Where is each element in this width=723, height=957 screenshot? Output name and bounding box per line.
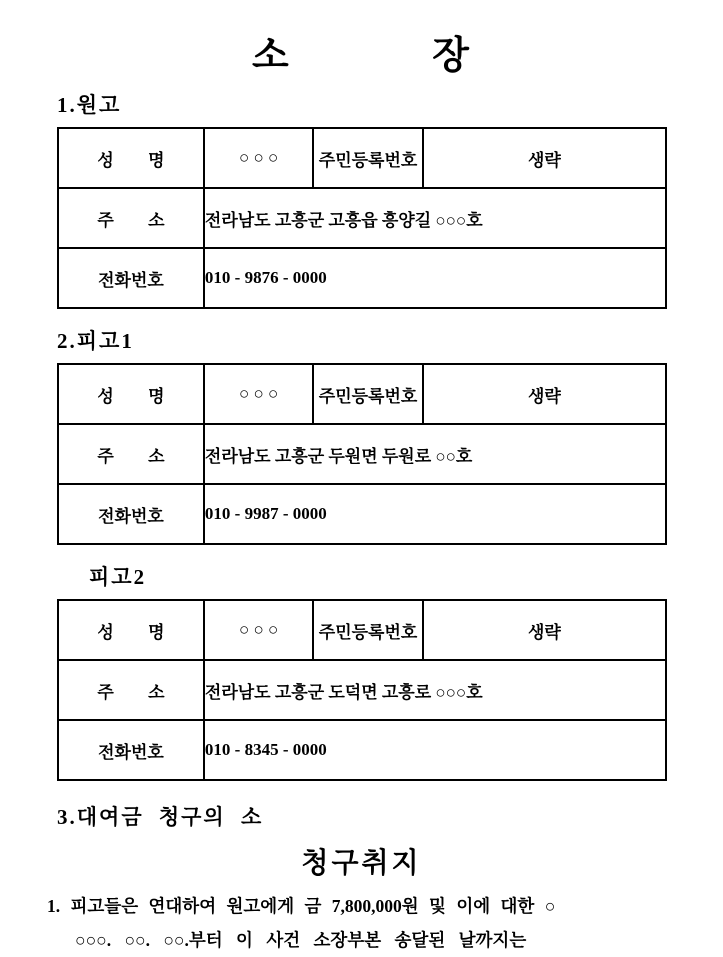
claim-body bbox=[47, 889, 668, 957]
address-value-cell: 전라남도 고흥군 도덕면 고흥로 ○○○호 bbox=[204, 660, 666, 720]
table-row bbox=[58, 424, 666, 484]
phone-label-cell: 전화번호 bbox=[58, 484, 204, 544]
address-value-cell: 전라남도 고흥군 두원면 두원로 ○○호 bbox=[204, 424, 666, 484]
resident-id-label-cell: 주민등록번호 bbox=[313, 600, 422, 660]
name-value-cell: ○ ○ ○ bbox=[204, 600, 313, 660]
address-label-cell: 주 소 bbox=[58, 660, 204, 720]
table-row bbox=[58, 660, 666, 720]
name-label-cell: 성 명 bbox=[58, 364, 204, 424]
name-value-cell: ○ ○ ○ bbox=[204, 364, 313, 424]
phone-value-cell: 010 - 8345 - 0000 bbox=[204, 720, 666, 780]
claim-body-line1: 1. 피고들은 연대하여 원고에게 금 7,800,000원 및 이에 대한 ○ bbox=[47, 896, 556, 916]
table-row bbox=[58, 188, 666, 248]
phone-label-cell: 전화번호 bbox=[58, 248, 204, 308]
claim-title: 청구취지 bbox=[301, 848, 422, 879]
resident-id-value-cell: 생략 bbox=[423, 600, 666, 660]
section-heading-claim: 3.대여금 청구의 소 bbox=[57, 805, 264, 829]
name-value-cell: ○ ○ ○ bbox=[204, 128, 313, 188]
table-row bbox=[58, 484, 666, 544]
table-row bbox=[58, 364, 666, 424]
section-heading-plaintiff: 1.원고 bbox=[57, 93, 122, 117]
phone-value-cell: 010 - 9987 - 0000 bbox=[204, 484, 666, 544]
resident-id-label-cell: 주민등록번호 bbox=[313, 128, 422, 188]
phone-value-cell: 010 - 9876 - 0000 bbox=[204, 248, 666, 308]
resident-id-value-cell: 생략 bbox=[423, 128, 666, 188]
defendant2-table bbox=[57, 599, 667, 781]
defendant1-table bbox=[57, 363, 667, 545]
address-label-cell: 주 소 bbox=[58, 424, 204, 484]
resident-id-value-cell: 생략 bbox=[423, 364, 666, 424]
resident-id-label-cell: 주민등록번호 bbox=[313, 364, 422, 424]
phone-label-cell: 전화번호 bbox=[58, 720, 204, 780]
name-label-cell: 성 명 bbox=[58, 128, 204, 188]
table-row bbox=[58, 720, 666, 780]
table-row bbox=[58, 600, 666, 660]
address-label-cell: 주 소 bbox=[58, 188, 204, 248]
claim-body-line2: ○○○. ○○. ○○.부터 이 사건 소장부본 송달된 날까지는 bbox=[75, 930, 527, 950]
section-heading-defendant2: 피고2 bbox=[89, 565, 147, 589]
table-row bbox=[58, 248, 666, 308]
section-heading-defendant1: 2.피고1 bbox=[57, 329, 134, 353]
table-row bbox=[58, 128, 666, 188]
document-title: 소 장 bbox=[252, 35, 471, 77]
plaintiff-table bbox=[57, 127, 667, 309]
name-label-cell: 성 명 bbox=[58, 600, 204, 660]
address-value-cell: 전라남도 고흥군 고흥읍 흥양길 ○○○호 bbox=[204, 188, 666, 248]
